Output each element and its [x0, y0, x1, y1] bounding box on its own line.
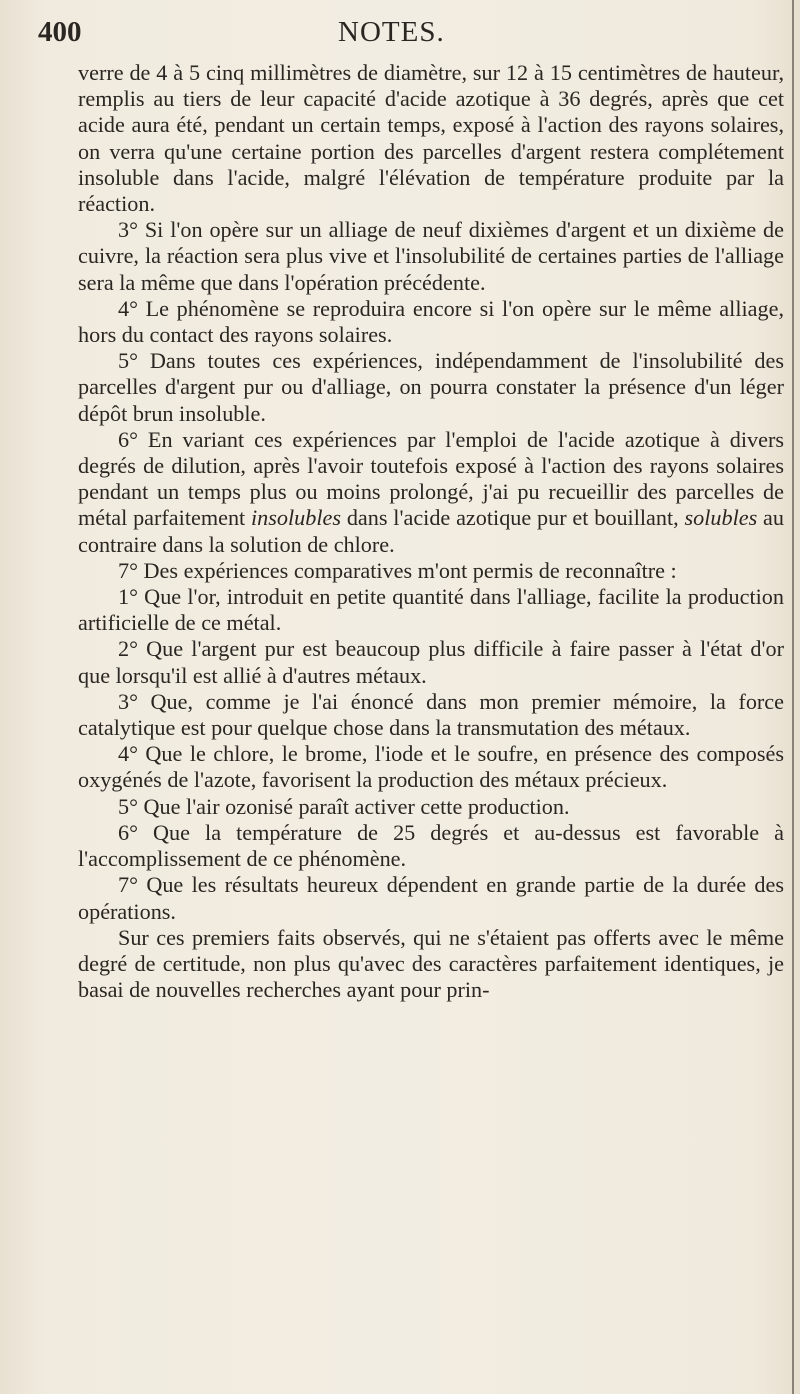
page-edge-shadow — [792, 0, 794, 1394]
running-head: NOTES. — [338, 16, 445, 48]
body-text — [78, 60, 784, 1003]
paragraph-4: 4° Le phénomène se reproduira encore si l'on opère sur le même alliage, hors du contact des rayons solaires. — [78, 295, 784, 348]
finding-2: 2° Que l'argent pur est beaucoup plus difficile à faire passer à l'état d'or que lorsqu'il est allié à d'autres métaux. — [78, 636, 784, 688]
paragraph-5: 5° Dans toutes ces expériences, indépendamment de l'insolubilité des parcelles d'argent pur ou d'alliage, on pourra constater la présence d'un léger dépôt brun insoluble. — [78, 348, 784, 426]
closing-paragraph: Sur ces premiers faits observés, qui ne s'étaient pas offerts avec le même degré de certitude, non plus qu'avec des caractères parfaitement identiques, je basai de nouvelles recherches ayant pour prin- — [78, 924, 784, 1003]
paragraph-6-emphasis-insolubles: insolubles — [251, 505, 342, 531]
paragraph-3: 3° Si l'on opère sur un alliage de neuf dixièmes d'argent et un dixième de cuivre, la réaction sera plus vive et l'insolubilité de certaines parties de l'alliage sera la même que dans l'opération précédente. — [78, 217, 784, 295]
paragraph-6-text-b: dans l'acide azotique pur et bouillant, — [341, 505, 685, 531]
finding-6: 6° Que la température de 25 degrés et au-dessus est favorable à l'accomplissement de ce phénomène. — [78, 819, 784, 872]
finding-4: 4° Que le chlore, le brome, l'iode et le soufre, en présence des composés oxygénés de l'azote, favorisent la production des métaux précieux. — [78, 741, 784, 793]
paragraph-6-text-a: 6° En variant ces expériences par l'emploi de l'acide azotique à divers degrés de dilution, après l'avoir toutefois exposé à l'action des rayons solaires pendant un temps plus ou moins prolongé, j'ai pu recueillir des parcelles de métal parfaitement — [78, 426, 784, 531]
page-header — [38, 16, 754, 56]
paragraph-continued: verre de 4 à 5 cinq millimètres de diamètre, sur 12 à 15 centimètres de hauteur, remplis au tiers de leur capacité d'acide azotique à 36 degrés, après que cet acide aura été, pendant un certain temps, exposé à l'action des rayons solaires, on verra qu'une certaine portion des parcelles d'argent restera complétement insoluble dans l'acide, malgré l'élévation de température produite par la réaction. — [78, 60, 784, 217]
paragraph-6-emphasis-solubles: solubles — [684, 505, 758, 531]
finding-7: 7° Que les résultats heureux dépendent en grande partie de la durée des opérations. — [78, 872, 784, 924]
page-number: 400 — [38, 16, 82, 48]
paragraph-6 — [78, 427, 784, 558]
finding-1: 1° Que l'or, introduit en petite quantité dans l'alliage, facilite la production artificielle de ce métal. — [78, 584, 784, 636]
finding-3: 3° Que, comme je l'ai énoncé dans mon premier mémoire, la force catalytique est pour quelque chose dans la transmutation des métaux. — [78, 688, 784, 741]
paragraph-6-text-c: au contraire dans la solution de chlore. — [78, 505, 784, 557]
finding-5: 5° Que l'air ozonisé paraît activer cette production. — [118, 793, 570, 819]
paragraph-7: 7° Des expériences comparatives m'ont permis de reconnaître : — [118, 557, 677, 583]
